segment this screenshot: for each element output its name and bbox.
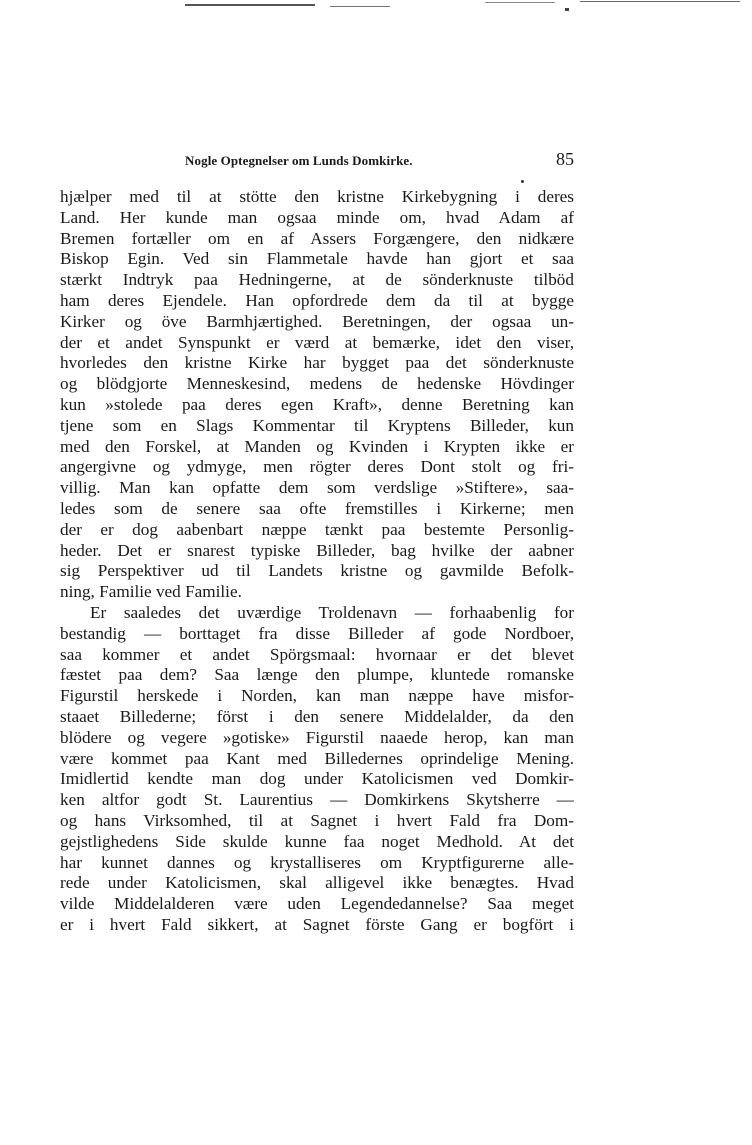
text-line: Biskop Egin. Ved sin Flammetale havde han gjort et saa [60,249,574,269]
text-line: tjene som en Slags Kommentar til Kryptens Billeder, kun [60,415,574,435]
text-line: har kunnet dannes og krystalliseres om Kryptfigurerne alle- [60,852,574,872]
text-line: staaet Billederne; först i den senere Middelalder, da den [60,706,574,726]
scan-edge-mark [185,4,315,6]
running-head [60,149,574,174]
text-line: rede under Katolicismen, skal alligevel ikke benægtes. Hvad [60,873,574,893]
text-line: saa kommer et andet Spörgsmaal: hvornaar er det blevet [60,644,574,664]
text-line: stærkt Indtryk paa Hedningerne, at de sönderknuste tilböd [60,270,574,290]
text-line: hjælper med til at stötte den kristne Kirkebygning i deres [60,187,574,206]
text-line: der er dog aabenbart næppe tænkt paa bestemte Personlig- [60,519,574,539]
text-line: ham deres Ejendele. Han opfordrede dem da til at bygge [60,290,574,310]
scan-edge-mark [330,6,390,7]
text-line: blödere og vegere »gotiske» Figurstil naaede herop, kan man [60,727,574,747]
scan-edge-mark [580,1,740,2]
text-line: er i hvert Fald sikkert, at Sagnet förste Gang er bogfört i [60,914,574,934]
scan-edge-mark [485,2,555,3]
running-title: Nogle Optegnelser om Lunds Domkirke. [185,153,413,168]
text-line: gejstlighedens Side skulde kunne faa noget Medhold. At det [60,831,574,851]
paragraph-end-line: ning, Familie ved Familie. [60,582,242,602]
text-line: være kommet paa Kant med Billedernes oprindelige Mening. [60,748,574,768]
text-line: og blödgjorte Menneskesind, medens de hedenske Hövdinger [60,374,574,394]
text-line: og hans Virksomhed, til at Sagnet i hvert Fald fra Dom- [60,810,574,830]
text-line: der et andet Synspunkt er værd at bemærke, idet den viser, [60,332,574,352]
text-line: med den Forskel, at Manden og Kvinden i Krypten ikke er [60,436,574,456]
page-number: 85 [556,149,574,169]
paragraph-start-line: Er saaledes det uværdige Troldenavn — forhaabenlig for [90,602,574,622]
text-line: Kirker og öve Barmhjærtighed. Beretningen, der ogsaa un- [60,311,574,331]
text-line: bestandig — borttaget fra disse Billeder af gode Nordboer, [60,623,574,643]
scan-speck [565,8,569,11]
text-line: Land. Her kunde man ogsaa minde om, hvad Adam af [60,207,574,227]
text-line: heder. Det er snarest typiske Billeder, bag hvilke der aabner [60,540,574,560]
body-text [60,187,574,936]
text-line: ken altfor godt St. Laurentius — Domkirkens Skytsherre — [60,790,574,810]
text-line: vilde Middelalderen være uden Legendedannelse? Saa meget [60,894,574,914]
text-line: ledes som de senere saa ofte fremstilles i Kirkerne; men [60,498,574,518]
text-line: kun »stolede paa deres egen Kraft», denne Beretning kan [60,394,574,414]
text-line: Imidlertid kendte man dog under Katolicismen ved Domkir- [60,769,574,789]
text-line: fæstet paa dem? Saa længe den plumpe, kluntede romanske [60,665,574,685]
text-line: villig. Man kan opfatte dem som verdslige »Stiftere», saa- [60,478,574,498]
text-line: hvorledes den kristne Kirke har bygget paa det sönderknuste [60,353,574,373]
scan-speck [521,180,524,183]
text-line: Bremen fortæller om en af Assers Forgængere, den nidkære [60,228,574,248]
text-line: sig Perspektiver ud til Landets kristne og gavmilde Befolk- [60,561,574,581]
text-line: angergivne og ydmyge, men rögter deres Dont stolt og fri- [60,457,574,477]
text-line: Figurstil herskede i Norden, kan man næppe have misfor- [60,686,574,706]
